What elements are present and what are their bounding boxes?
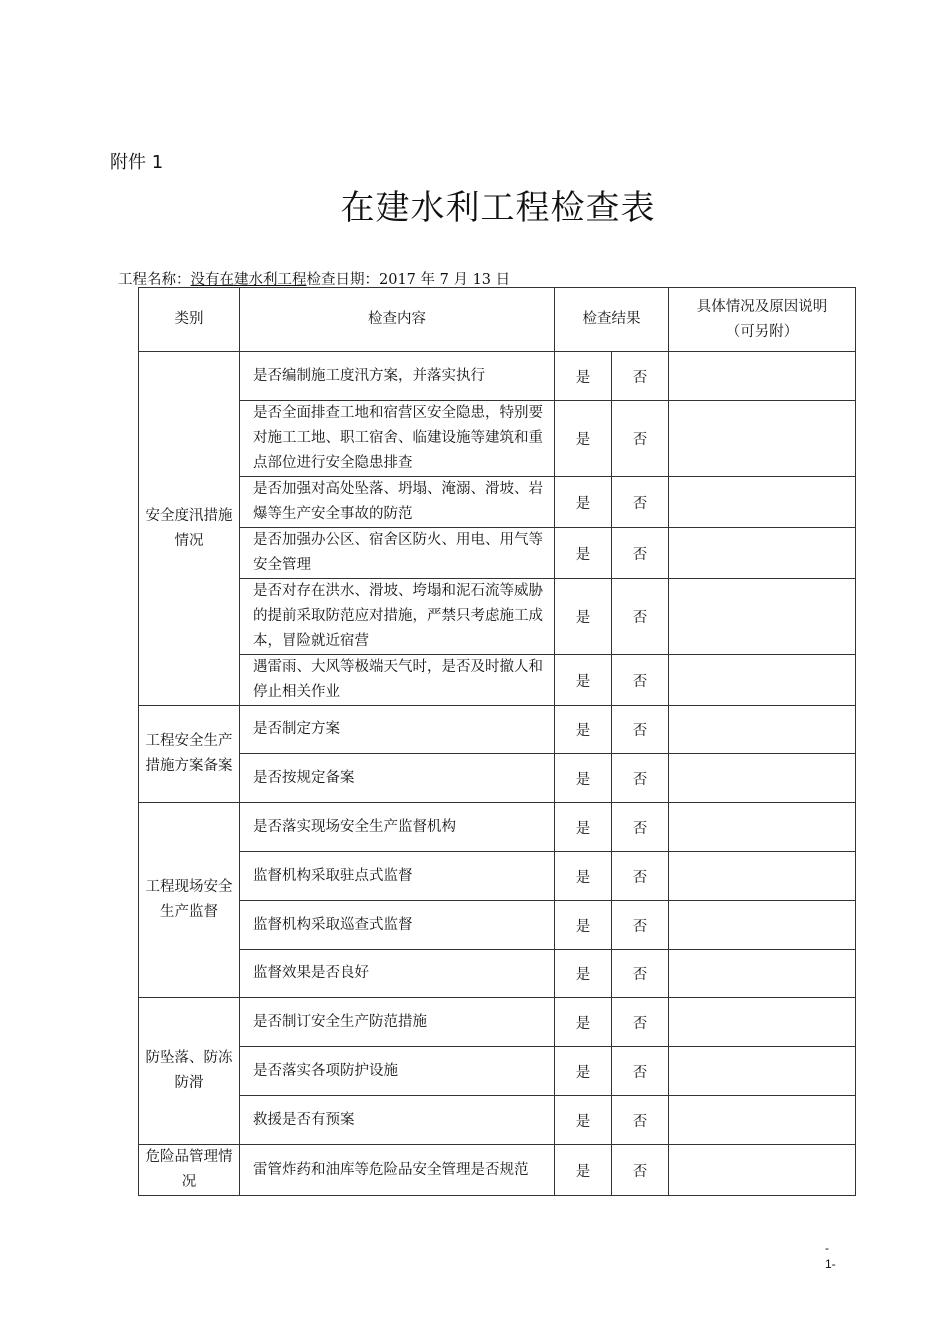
table-row	[139, 1145, 856, 1196]
table-row	[139, 579, 856, 655]
yes-option[interactable]: 是	[555, 352, 612, 401]
remark-cell[interactable]	[669, 1047, 856, 1096]
header-category: 类别	[139, 288, 240, 352]
table-row	[139, 901, 856, 950]
table-row	[139, 1047, 856, 1096]
yes-option[interactable]: 是	[555, 852, 612, 901]
no-option[interactable]: 否	[612, 655, 669, 706]
check-item: 救援是否有预案	[240, 1096, 555, 1145]
check-item: 雷管炸药和油库等危险品安全管理是否规范	[240, 1145, 555, 1196]
check-item: 是否编制施工度汛方案，并落实执行	[240, 352, 555, 401]
yes-option[interactable]: 是	[555, 1145, 612, 1196]
category-cell: 危险品管理情况	[139, 1145, 240, 1196]
table-row	[139, 754, 856, 803]
table-row	[139, 401, 856, 477]
check-item: 是否按规定备案	[240, 754, 555, 803]
no-option[interactable]: 否	[612, 528, 669, 579]
yes-option[interactable]: 是	[555, 477, 612, 528]
remark-cell[interactable]	[669, 852, 856, 901]
check-item: 监督机构采取巡查式监督	[240, 901, 555, 950]
check-item: 是否落实各项防护设施	[240, 1047, 555, 1096]
yes-option[interactable]: 是	[555, 528, 612, 579]
yes-option[interactable]: 是	[555, 950, 612, 998]
remark-cell[interactable]	[669, 901, 856, 950]
project-name-label: 工程名称：	[118, 272, 191, 288]
no-option[interactable]: 否	[612, 852, 669, 901]
check-item: 是否落实现场安全生产监督机构	[240, 803, 555, 852]
no-option[interactable]: 否	[612, 950, 669, 998]
no-option[interactable]: 否	[612, 706, 669, 754]
yes-option[interactable]: 是	[555, 1096, 612, 1145]
table-row	[139, 528, 856, 579]
check-item: 监督机构采取驻点式监督	[240, 852, 555, 901]
remark-cell[interactable]	[669, 1096, 856, 1145]
table-row	[139, 352, 856, 401]
check-item: 是否加强办公区、宿舍区防火、用电、用气等安全管理	[240, 528, 555, 579]
table-row	[139, 803, 856, 852]
category-cell: 安全度汛措施情况	[139, 352, 240, 706]
check-date: 检查日期：2017 年 7 月 13 日	[306, 272, 511, 288]
category-cell: 工程现场安全生产监督	[139, 803, 240, 998]
project-meta-line	[118, 268, 510, 289]
remark-cell[interactable]	[669, 477, 856, 528]
yes-option[interactable]: 是	[555, 401, 612, 477]
check-item: 是否全面排查工地和宿营区安全隐患，特别要对施工工地、职工宿舍、临建设施等建筑和重点部位进行安全隐患排查	[240, 401, 555, 477]
check-item: 是否加强对高处坠落、坍塌、淹溺、滑坡、岩爆等生产安全事故的防范	[240, 477, 555, 528]
header-remark-line1: 具体情况及原因说明	[696, 298, 828, 315]
check-item: 监督效果是否良好	[240, 950, 555, 998]
table-row	[139, 950, 856, 998]
yes-option[interactable]: 是	[555, 655, 612, 706]
header-remark-line2: （可另附）	[725, 323, 799, 340]
table-row	[139, 852, 856, 901]
remark-cell[interactable]	[669, 998, 856, 1047]
yes-option[interactable]: 是	[555, 1047, 612, 1096]
no-option[interactable]: 否	[612, 1047, 669, 1096]
table-row	[139, 655, 856, 706]
no-option[interactable]: 否	[612, 477, 669, 528]
page-number-value: 1-	[825, 1257, 836, 1271]
yes-option[interactable]: 是	[555, 998, 612, 1047]
check-item: 遇雷雨、大风等极端天气时，是否及时撤人和停止相关作业	[240, 655, 555, 706]
header-result: 检查结果	[555, 288, 669, 352]
document-title: 在建水利工程检查表	[340, 188, 656, 228]
page-number	[825, 1240, 836, 1272]
no-option[interactable]: 否	[612, 998, 669, 1047]
no-option[interactable]: 否	[612, 1145, 669, 1196]
remark-cell[interactable]	[669, 655, 856, 706]
attachment-label: 附件 1	[110, 152, 164, 173]
header-remark	[669, 288, 856, 352]
remark-cell[interactable]	[669, 352, 856, 401]
page-number-dash: -	[825, 1241, 829, 1255]
no-option[interactable]: 否	[612, 579, 669, 655]
remark-cell[interactable]	[669, 1145, 856, 1196]
header-content: 检查内容	[240, 288, 555, 352]
table-row	[139, 998, 856, 1047]
category-cell: 工程安全生产措施方案备案	[139, 706, 240, 803]
category-cell: 防坠落、防冻防滑	[139, 998, 240, 1145]
no-option[interactable]: 否	[612, 803, 669, 852]
table-row	[139, 706, 856, 754]
no-option[interactable]: 否	[612, 901, 669, 950]
inspection-table	[138, 287, 856, 1196]
yes-option[interactable]: 是	[555, 754, 612, 803]
no-option[interactable]: 否	[612, 754, 669, 803]
check-item: 是否对存在洪水、滑坡、垮塌和泥石流等威胁的提前采取防范应对措施，严禁只考虑施工成本，冒险就近宿营	[240, 579, 555, 655]
remark-cell[interactable]	[669, 754, 856, 803]
yes-option[interactable]: 是	[555, 579, 612, 655]
remark-cell[interactable]	[669, 803, 856, 852]
project-name-value: 没有在建水利工程	[190, 272, 307, 288]
table-row	[139, 1096, 856, 1145]
no-option[interactable]: 否	[612, 1096, 669, 1145]
remark-cell[interactable]	[669, 528, 856, 579]
remark-cell[interactable]	[669, 579, 856, 655]
remark-cell[interactable]	[669, 950, 856, 998]
yes-option[interactable]: 是	[555, 901, 612, 950]
no-option[interactable]: 否	[612, 401, 669, 477]
remark-cell[interactable]	[669, 401, 856, 477]
yes-option[interactable]: 是	[555, 706, 612, 754]
table-row	[139, 477, 856, 528]
yes-option[interactable]: 是	[555, 803, 612, 852]
remark-cell[interactable]	[669, 706, 856, 754]
check-item: 是否制订安全生产防范措施	[240, 998, 555, 1047]
table-header-row	[139, 288, 856, 352]
check-item: 是否制定方案	[240, 706, 555, 754]
no-option[interactable]: 否	[612, 352, 669, 401]
